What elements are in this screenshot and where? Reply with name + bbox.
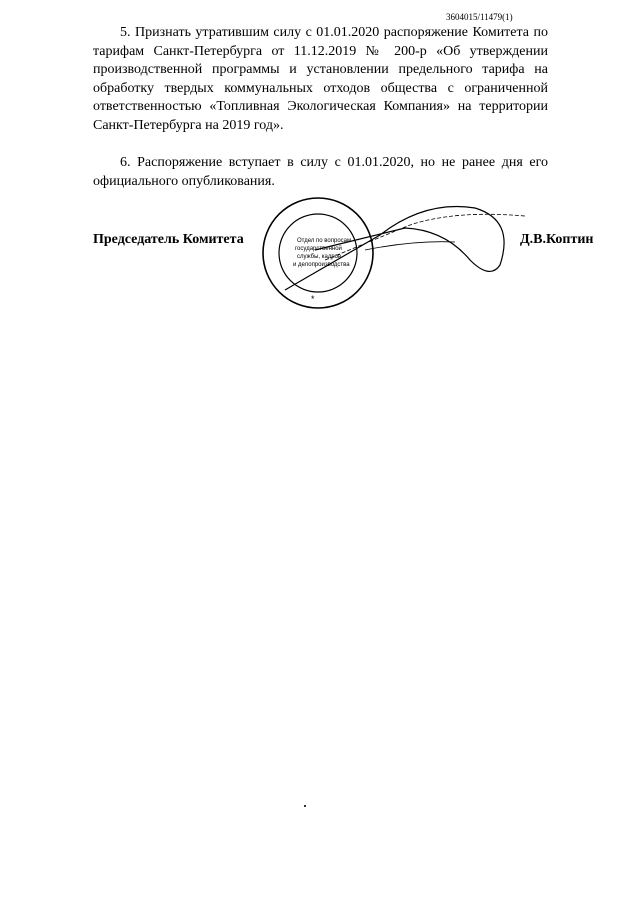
signatory-name: Д.В.Коптин [520,232,594,247]
svg-text:*: * [311,294,315,304]
svg-text:службы, кадров: службы, кадров [297,254,342,260]
signatory-title: Председатель Комитета [93,232,244,247]
scan-speck [304,805,306,807]
document-number: 3604015/11479(1) [446,12,513,22]
paragraph-6: 6. Распоряжение вступает в силу с 01.01.2020, но не ранее дня его официального опубликования. [93,155,548,189]
paragraph-5: 5. Признать утратившим силу с 01.01.2020 распоряжение Комитета по тарифам Санкт-Петербурга от 11.12.2019 № 200-р «Об утверждении производственной программы и установлении предельного тарифа на обработку твердых коммунальных отходов общества с ограниченной ответственностью «Топливная Экологическая Компания» на территории Санкт-Петербурга на 2019 год». [93,25,548,133]
svg-text:Отдел по вопросам: Отдел по вопросам [297,238,352,244]
official-stamp-and-signature [255,180,525,310]
svg-text:и делопроизводства: и делопроизводства [293,262,350,268]
svg-text:государственной: государственной [295,246,342,252]
